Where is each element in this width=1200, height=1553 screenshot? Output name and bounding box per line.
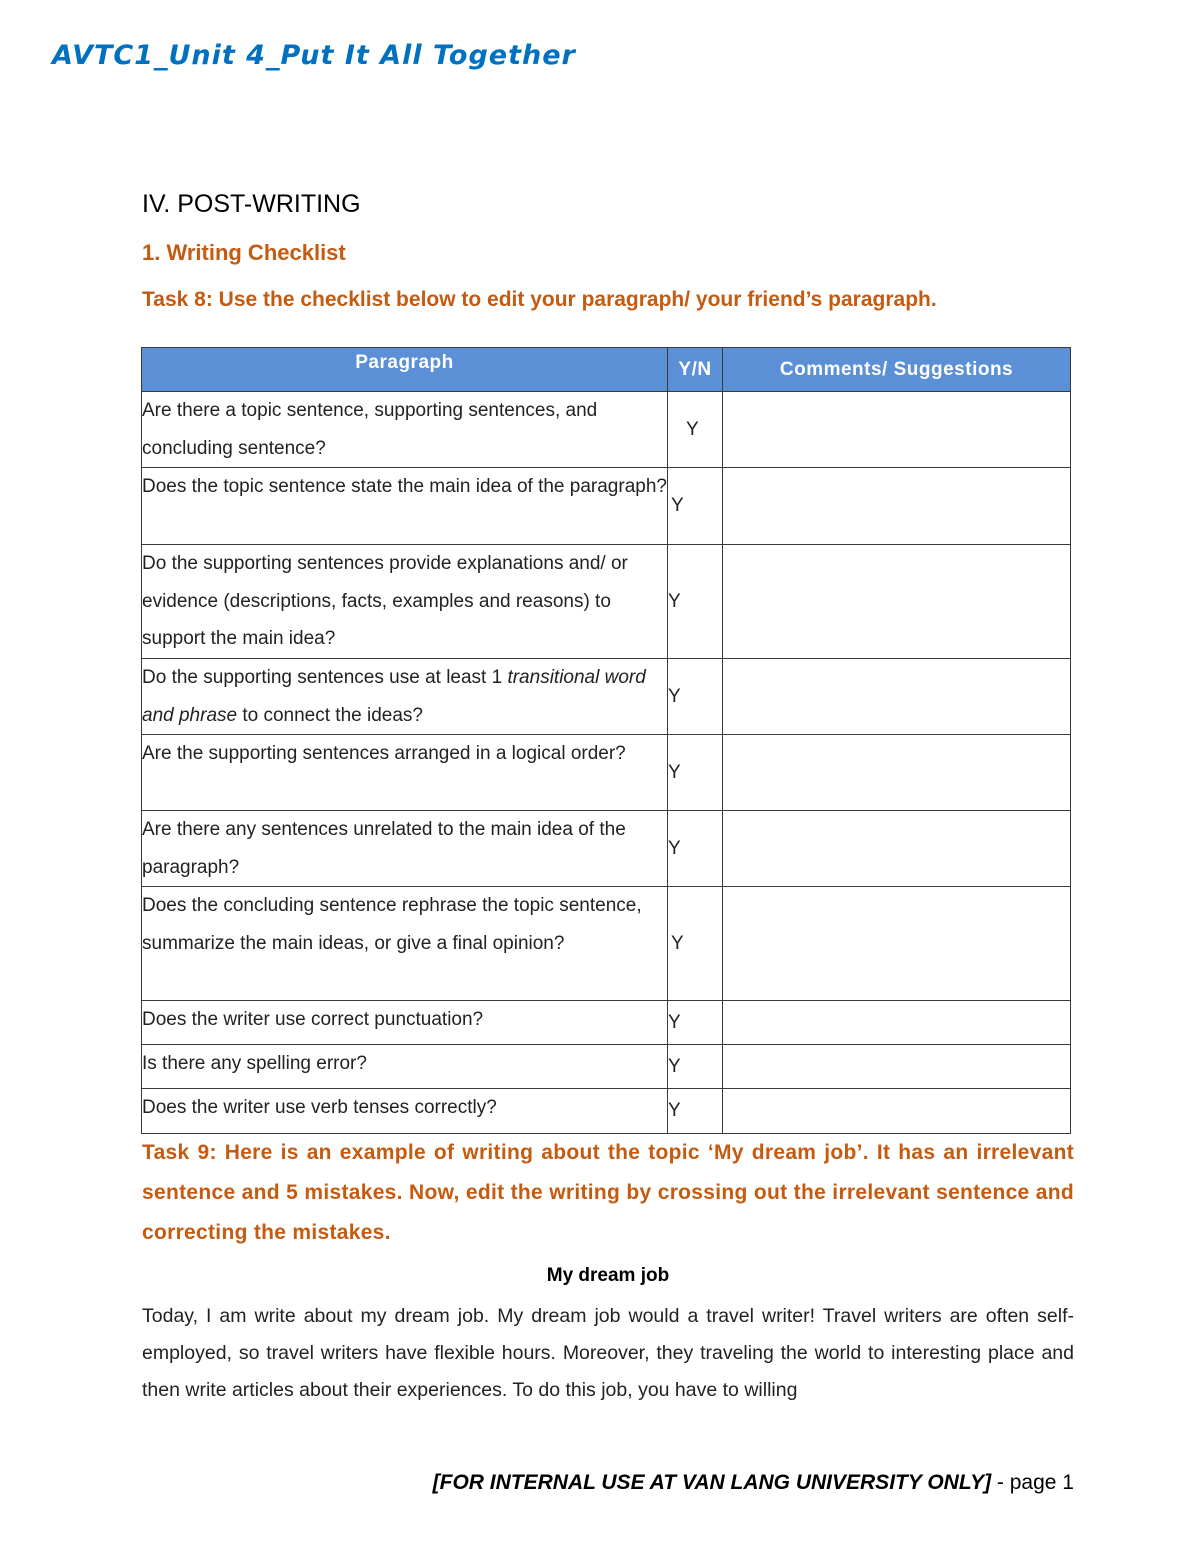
comment-cell[interactable]: [723, 659, 1071, 735]
answer-cell[interactable]: Y: [668, 887, 723, 1001]
column-header-paragraph: Paragraph: [142, 348, 668, 392]
checklist-question: [142, 659, 668, 735]
task-8-instruction: Task 8: Use the checklist below to edit your paragraph/ your friend’s paragraph.: [142, 288, 937, 311]
question-italic-term: transitional word and phrase: [142, 667, 646, 726]
table-row: [142, 735, 1071, 811]
table-row: [142, 545, 1071, 659]
checklist-question: Does the topic sentence state the main idea of the paragraph?: [142, 468, 668, 545]
answer-cell[interactable]: Y: [668, 545, 723, 659]
footer-notice: [FOR INTERNAL USE AT VAN LANG UNIVERSITY ONLY]: [432, 1471, 992, 1494]
answer-cell[interactable]: Y: [668, 659, 723, 735]
comment-cell[interactable]: [723, 735, 1071, 811]
comment-cell[interactable]: [723, 1001, 1071, 1045]
essay-title: My dream job: [546, 1265, 670, 1286]
table-row: [142, 1045, 1071, 1089]
answer-cell[interactable]: Y: [668, 1001, 723, 1045]
table-header-row: [142, 348, 1071, 392]
comment-cell[interactable]: [723, 811, 1071, 887]
document-header-title: AVTC1_Unit 4_Put It All Together: [52, 40, 576, 71]
answer-cell[interactable]: Y: [668, 468, 723, 545]
table-row: [142, 811, 1071, 887]
table-row: [142, 659, 1071, 735]
checklist-question: Are there any sentences unrelated to the main idea of the paragraph?: [142, 811, 668, 887]
table-row: [142, 887, 1071, 1001]
question-text: Do the supporting sentences use at least 1: [142, 667, 508, 688]
checklist-question: Are there a topic sentence, supporting sentences, and concluding sentence?: [142, 392, 668, 468]
page-footer: [433, 1471, 1074, 1495]
comment-cell[interactable]: [723, 1089, 1071, 1134]
checklist-question: Do the supporting sentences provide explanations and/ or evidence (descriptions, facts, examples and reasons) to support the main idea?: [142, 545, 668, 659]
column-header-yn: Y/N: [668, 348, 723, 392]
comment-cell[interactable]: [723, 545, 1071, 659]
subsection-title: 1. Writing Checklist: [142, 240, 346, 265]
writing-checklist-table: [141, 347, 1071, 1134]
table-row: [142, 468, 1071, 545]
answer-cell[interactable]: Y: [668, 1045, 723, 1089]
checklist-question: Does the writer use correct punctuation?: [142, 1001, 668, 1045]
checklist-question: Does the concluding sentence rephrase the topic sentence, summarize the main ideas, or give a final opinion?: [142, 887, 668, 1001]
task-9-instruction: Task 9: Here is an example of writing about the topic ‘My dream job’. It has an irrelevant sentence and 5 mistakes. Now, edit the writing by crossing out the irrelevant sentence and correcting the mistakes.: [142, 1141, 1074, 1244]
section-title: IV. POST-WRITING: [142, 190, 361, 218]
table-row: [142, 1089, 1071, 1134]
comment-cell[interactable]: [723, 1045, 1071, 1089]
question-text: to connect the ideas?: [237, 704, 423, 726]
answer-cell[interactable]: Y: [668, 1089, 723, 1134]
answer-cell[interactable]: Y: [668, 811, 723, 887]
checklist-question: Is there any spelling error?: [142, 1045, 668, 1089]
column-header-comments: Comments/ Suggestions: [723, 348, 1071, 392]
comment-cell[interactable]: [723, 887, 1071, 1001]
comment-cell[interactable]: [723, 468, 1071, 545]
table-row: [142, 1001, 1071, 1045]
table-row: [142, 392, 1071, 468]
essay-body: Today, I am write about my dream job. My dream job would a travel writer! Travel writers are often self-employed, so travel writers have flexible hours. Moreover, they traveling the world to interesting place and then write articles about their experiences. To do this job, you have to willing: [142, 1305, 1074, 1401]
comment-cell[interactable]: [723, 392, 1071, 468]
answer-cell[interactable]: Y: [668, 392, 723, 468]
checklist-question: Does the writer use verb tenses correctly?: [142, 1089, 668, 1134]
answer-cell[interactable]: Y: [668, 735, 723, 811]
footer-page-number: - page 1: [991, 1471, 1074, 1494]
checklist-question: Are the supporting sentences arranged in a logical order?: [142, 735, 668, 811]
